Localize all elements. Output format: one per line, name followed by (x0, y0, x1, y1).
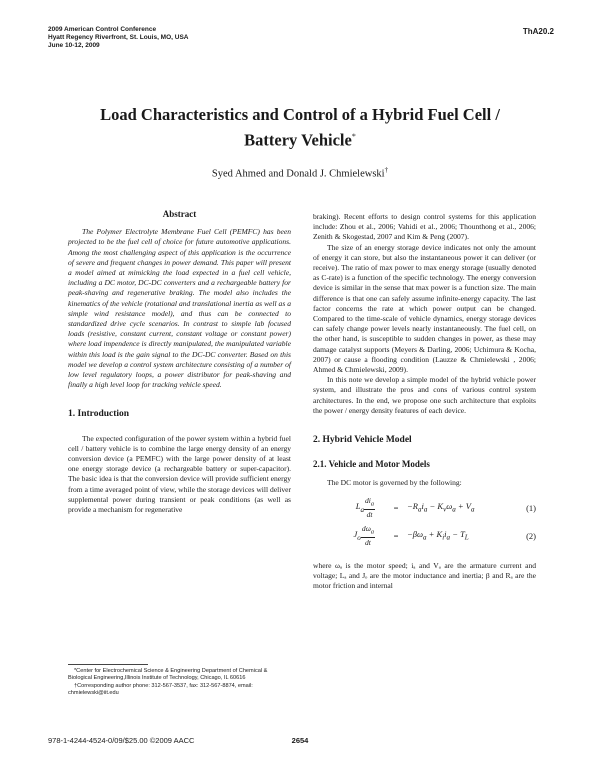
author-list (0, 166, 600, 180)
conference-dates: June 10-12, 2009 (48, 42, 100, 50)
introduction-text: The expected configuration of the power system within a hybrid fuel cell / battery vehicle is to combine the large energy density of an energy conversion device (a PEMFC) with the large power density of at least one energy storage device (a rechargeable battery or super-capacitor). The basic idea is that the conversion device will provide sufficient energy from a time averaged point of view, while the storage devices will deliver supplemental power during transient or peak conditions (as well as provide a mechanism for regenerative (68, 433, 291, 515)
footnote-rule (68, 664, 148, 665)
body-paragraph-2: The size of an energy storage device indicates not only the amount of energy it can store, but also the instantaneous power it can deliver (or receive). The ratio of max power to max energy storage (usually denoted as C-rate) is a function of the specific technology. The energy conversion device is similar in the sense that max power is a function size. The main difference is that one can safely assume infinite-energy capacity. The last factor concerns the rate at which power output can be changed. Compared to the time-scale of vehicle dynamics, energy storage devices can safely change power levels nearly instantaneously. The fuel cell, on the other hand, is susceptible to sudden changes in power, as these may damage catalyst supports (Meyers & Darling, 2006; Uchimura & Kocha, 2007) or cause a flooding condition (Lauzze & Chmielewski , 2006; Ahmed & Chmielewski, 2009). (313, 242, 536, 375)
title-line-2: Battery Vehicle (244, 130, 352, 150)
left-column (68, 209, 291, 515)
equation-2: $J_o$ $\frac{d\omega_a}{dt}$ = $-\beta\omega_a + K_ii_a - T_L$ (2) (353, 524, 536, 547)
conference-name: 2009 American Control Conference (48, 26, 157, 33)
equation-1: $L_a$ $\frac{di_a}{dt}$ = $-R_ai_a - K_v\omega_a + V_a$ (1) (355, 496, 536, 519)
section-2-1-heading: 2.1. Vehicle and Motor Models (313, 459, 430, 470)
equation-2-number: (2) (526, 530, 536, 541)
footnotes (68, 664, 291, 698)
body-paragraph-3: In this note we develop a simple model of the hybrid vehicle power system, and illustrate the pros and cons of various control system architectures. In the end, we propose one such architecture that exploits the power / energy density features of each device. (313, 375, 536, 415)
footnote-affiliation: *Center for Electrochemical Science & Engineering Department of Chemical & Biological Engineering,Illinois Institute of Technology, Chicago, IL 60616 (68, 668, 268, 682)
right-column (313, 212, 536, 591)
section-2-heading: 2. Hybrid Vehicle Model (313, 435, 412, 446)
motor-intro: The DC motor is governed by the following: (327, 478, 462, 488)
conference-header (48, 26, 189, 51)
introduction-heading: 1. Introduction (68, 409, 130, 420)
footnote-contact: †Corresponding author phone: 312-567-3537, fax: 312-567-8874, email: chmielewski@iit.edu (68, 682, 253, 697)
paper-title (0, 104, 600, 152)
authors: Syed Ahmed and Donald J. Chmielewski (211, 168, 385, 180)
author-footnote-mark: † (384, 166, 389, 174)
conference-venue: Hyatt Regency Riverfront, St. Louis, MO, USA (48, 34, 189, 42)
body-paragraph-4: where ωₐ is the motor speed; iₐ and Vₐ are the armature current and voltage; Lₐ and Jₒ are the motor inductance and inertia; β and Rₐ are the motor friction and internal (313, 560, 536, 591)
session-id: ThA20.2 (522, 27, 554, 36)
abstract-heading: Abstract (162, 209, 197, 219)
title-footnote-mark: * (351, 132, 356, 141)
isbn-line: 978-1-4244-4524-0/09/$25.00 ©2009 AACC (48, 736, 195, 745)
abstract-text: The Polymer Electrolyte Membrane Fuel Cell (PEMFC) has been projected to be the fuel cell of choice for future automotive applications. Among the most challenging aspect of this application is the occurrence of severe and frequent changes in power demand. This paper will present a model aimed at mimicking the load expected in a fuel cell vehicle, including a DC motor, DC-DC converters and a rechargeable battery for peak-shaving and regenerative braking. The model also includes the kinematics of the vehicle (rotational and translational inertia as well as a simple wind resistance model), and thus can be connected to standardized drive cycle scenarios. In contrast to simple lab focused loads (resistive, constant current, constant voltage or constant power) where load impendence is directly manipulated, the manipulated variable within this load is the gain signal to the DC-DC converter. Based on this model we develop a control system architecture consisting of a number of low level regulatory loops, a power distributor for peak-shaving and finally a high level loop for tracking vehicle speed. (68, 227, 291, 390)
body-paragraph-1: braking). Recent efforts to design control systems for this application include: Zhou et al., 2006; Vahidi et al., 2006; Thounthong et al., 2006; Zenith & Skogestad, 2007 and Kim & Peng (2007). (313, 212, 536, 242)
page-number: 2654 (291, 736, 309, 745)
equation-1-number: (1) (526, 502, 536, 513)
title-line-1: Load Characteristics and Control of a Hybrid Fuel Cell / (100, 105, 500, 124)
